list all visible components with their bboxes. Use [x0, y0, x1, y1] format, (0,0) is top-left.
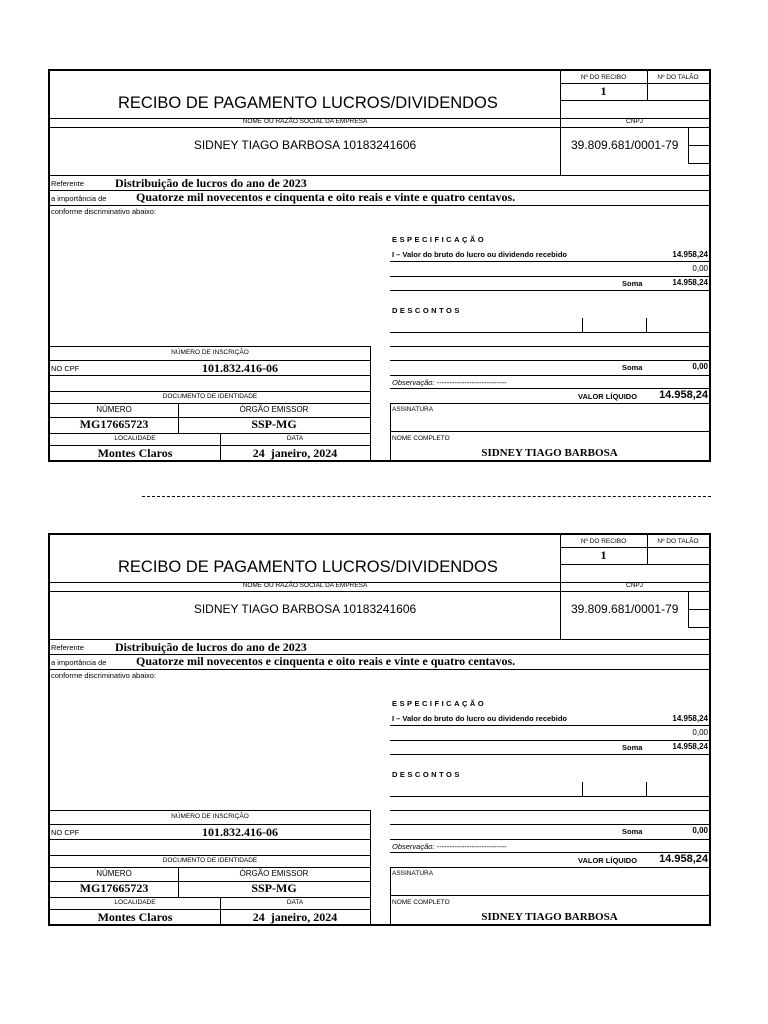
receipt-number: 1: [600, 548, 607, 562]
importancia-label: a importância de: [51, 194, 107, 203]
cut-line: [142, 496, 711, 497]
receipt-title: RECIBO DE PAGAMENTO LUCROS/DIVIDENDOS: [118, 558, 498, 576]
company-name: SIDNEY TIAGO BARBOSA 10183241606: [193, 138, 417, 152]
orgao-emissor: SSP-MG: [251, 881, 297, 895]
valor-liquido-label: VALOR LÍQUIDO: [578, 856, 638, 865]
spec-soma-value: 14.958,24: [672, 742, 708, 751]
receipt-number-label: Nº DO RECIBO: [580, 74, 627, 81]
importancia-value: Quatorze mil novecentos e cinquenta e oito reais e vinte e quatro centavos.: [136, 654, 516, 668]
localidade-label: LOCALIDADE: [114, 435, 156, 442]
referente-label: Referente: [51, 179, 84, 188]
talao-label: Nº DO TALÃO: [657, 538, 699, 545]
localidade-value: Montes Claros: [97, 446, 173, 460]
referente-label: Referente: [51, 643, 84, 652]
conforme-text: conforme discriminativo abaixo:: [51, 671, 157, 680]
spec-item-value: 0,00: [692, 728, 708, 737]
doc-identidade-label: DOCUMENTO DE IDENTIDADE: [162, 393, 258, 400]
assinatura-label: ASSINATURA: [392, 870, 434, 877]
especificacao-heading: ESPECIFICAÇÃO: [392, 699, 487, 708]
receipt-form: [48, 533, 711, 926]
cpf-label: NO CPF: [51, 364, 80, 373]
data-label: DATA: [286, 899, 304, 906]
cpf-value: 101.832.416-06: [202, 361, 278, 375]
descontos-soma-value: 0,00: [692, 826, 708, 835]
numero-label: NÚMERO: [96, 869, 132, 878]
localidade-value: Montes Claros: [97, 910, 173, 924]
descontos-soma-value: 0,00: [692, 362, 708, 371]
referente-value: Distribuição de lucros do ano de 2023: [115, 176, 307, 190]
spec-soma-label: Soma: [622, 279, 643, 288]
cnpj-value: 39.809.681/0001-79: [571, 602, 679, 616]
receipt-number-label: Nº DO RECIBO: [580, 538, 627, 545]
importancia-value: Quatorze mil novecentos e cinquenta e oito reais e vinte e quatro centavos.: [136, 190, 516, 204]
spec-item-value: 14.958,24: [672, 714, 708, 723]
orgao-emissor: SSP-MG: [251, 417, 297, 431]
localidade-label: LOCALIDADE: [114, 899, 156, 906]
company-label: NOME OU RAZÃO SOCIAL DA EMPRESA: [242, 118, 368, 125]
especificacao-heading: ESPECIFICAÇÃO: [392, 235, 487, 244]
inscricao-label: NÚMERO DE INSCRIÇÃO: [171, 813, 249, 820]
rg-number: MG17665723: [79, 881, 149, 895]
spec-item-value: 14.958,24: [672, 250, 708, 259]
inscricao-label: NÚMERO DE INSCRIÇÃO: [171, 349, 249, 356]
spec-soma-label: Soma: [622, 743, 643, 752]
talao-label: Nº DO TALÃO: [657, 74, 699, 81]
observacao-text: Observação: ----------------------------: [392, 378, 507, 387]
valor-liquido-value: 14.958,24: [659, 853, 708, 865]
spec-item-value: 0,00: [692, 264, 708, 273]
orgao-label: ÓRGÃO EMISSOR: [239, 869, 309, 878]
company-name: SIDNEY TIAGO BARBOSA 10183241606: [193, 602, 417, 616]
doc-identidade-label: DOCUMENTO DE IDENTIDADE: [162, 857, 258, 864]
descontos-heading: DESCONTOS: [392, 306, 462, 315]
observacao-text: Observação: ----------------------------: [392, 842, 507, 851]
importancia-label: a importância de: [51, 658, 107, 667]
nome-completo-value: SIDNEY TIAGO BARBOSA: [481, 447, 618, 459]
cnpj-label: CNPJ: [626, 118, 643, 125]
receipt-title: RECIBO DE PAGAMENTO LUCROS/DIVIDENDOS: [118, 94, 498, 112]
conforme-text: conforme discriminativo abaixo:: [51, 207, 157, 216]
spec-item-label: I – Valor do bruto do lucro ou dividendo recebido: [392, 714, 568, 723]
cpf-value: 101.832.416-06: [202, 825, 278, 839]
referente-value: Distribuição de lucros do ano de 2023: [115, 640, 307, 654]
assinatura-label: ASSINATURA: [392, 406, 434, 413]
nome-completo-value: SIDNEY TIAGO BARBOSA: [481, 911, 618, 923]
receipt-form: [48, 69, 711, 462]
numero-label: NÚMERO: [96, 405, 132, 414]
receipt-number: 1: [600, 84, 607, 98]
cpf-label: NO CPF: [51, 828, 80, 837]
nome-completo-label: NOME COMPLETO: [392, 435, 450, 442]
spec-soma-value: 14.958,24: [672, 278, 708, 287]
spec-item-label: I – Valor do bruto do lucro ou dividendo recebido: [392, 250, 568, 259]
descontos-heading: DESCONTOS: [392, 770, 462, 779]
data-label: DATA: [286, 435, 304, 442]
orgao-label: ÓRGÃO EMISSOR: [239, 405, 309, 414]
cnpj-label: CNPJ: [626, 582, 643, 589]
valor-liquido-label: VALOR LÍQUIDO: [578, 392, 638, 401]
cnpj-value: 39.809.681/0001-79: [571, 138, 679, 152]
data-value: 24 janeiro, 2024: [252, 446, 338, 460]
data-value: 24 janeiro, 2024: [252, 910, 338, 924]
descontos-soma-label: Soma: [622, 363, 643, 372]
company-label: NOME OU RAZÃO SOCIAL DA EMPRESA: [242, 582, 368, 589]
nome-completo-label: NOME COMPLETO: [392, 899, 450, 906]
rg-number: MG17665723: [79, 417, 149, 431]
descontos-soma-label: Soma: [622, 827, 643, 836]
valor-liquido-value: 14.958,24: [659, 389, 708, 401]
